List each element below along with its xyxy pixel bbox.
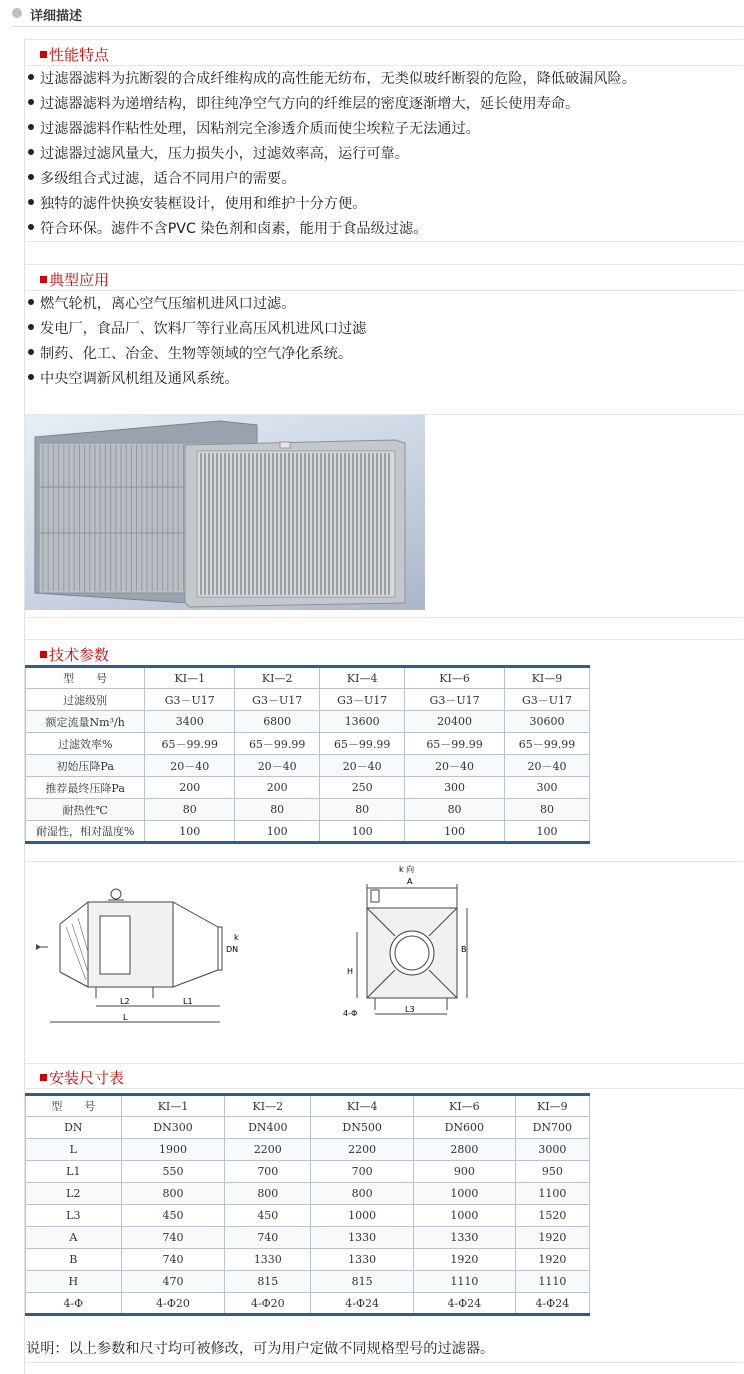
table-cell: 450 (121, 1205, 225, 1227)
table-cell: L2 (26, 1183, 122, 1205)
header-cell: KI—4 (320, 667, 405, 689)
table-row (26, 1117, 590, 1139)
table-cell: 1330 (311, 1227, 414, 1249)
table-cell: 80 (145, 799, 235, 821)
tab-divider (12, 26, 743, 27)
list-item-text: 过滤器滤料作粘性处理，因粘剂完全渗透介质而使尘埃粒子无法通过。 (40, 121, 480, 137)
table-cell: 1330 (311, 1249, 414, 1271)
table-cell: L3 (26, 1205, 122, 1227)
table-cell: 100 (504, 821, 589, 843)
list-item (26, 342, 366, 367)
tech-params-table (25, 665, 590, 844)
table-cell: 65－99.99 (504, 733, 589, 755)
table-cell: 20－40 (504, 755, 589, 777)
divider (24, 65, 743, 66)
table-cell: 740 (121, 1249, 225, 1271)
header-cell: 型 号 (26, 667, 145, 689)
list-item (26, 167, 636, 192)
table-cell: 20400 (405, 711, 505, 733)
table-cell: 20－40 (405, 755, 505, 777)
table-cell: 推荐最终压降Pa (26, 777, 145, 799)
table-cell: 800 (311, 1183, 414, 1205)
divider (24, 1362, 743, 1363)
install-dimensions-table (25, 1093, 590, 1316)
divider (24, 39, 743, 40)
table-row (26, 777, 590, 799)
table-cell: 80 (235, 799, 320, 821)
divider (24, 617, 743, 618)
table-cell: 1330 (413, 1227, 515, 1249)
a-label: A (407, 877, 413, 886)
table-cell: 740 (225, 1227, 311, 1249)
table-cell: 300 (504, 777, 589, 799)
table-cell: 耐热性℃ (26, 799, 145, 821)
header-cell: KI—9 (515, 1095, 589, 1117)
header-cell: KI—9 (504, 667, 589, 689)
bullet-icon (28, 324, 34, 330)
table-cell: 额定流量Nm³/h (26, 711, 145, 733)
list-item (26, 292, 366, 317)
table-cell: 1000 (311, 1205, 414, 1227)
features-heading: 性能特点 (40, 44, 109, 65)
table-cell: A (26, 1227, 122, 1249)
applications-list (26, 292, 366, 392)
header-cell: KI—1 (121, 1095, 225, 1117)
list-item-text: 过滤器滤料为递增结构，即往纯净空气方向的纤维层的密度逐渐增大，延长使用寿命。 (40, 96, 580, 112)
table-row (26, 799, 590, 821)
table-cell: 1920 (515, 1227, 589, 1249)
table-cell: 4-Φ20 (121, 1293, 225, 1315)
table-cell: 100 (235, 821, 320, 843)
table-row (26, 733, 590, 755)
table-cell: 65－99.99 (145, 733, 235, 755)
table-cell: 4-Φ24 (311, 1293, 414, 1315)
tab-title: 详细描述 (30, 9, 83, 24)
table-cell: H (26, 1271, 122, 1293)
bullet-icon (28, 349, 34, 355)
table-cell: 250 (320, 777, 405, 799)
tech-params-heading: 技术参数 (40, 644, 109, 665)
red-square-icon (40, 1074, 47, 1081)
red-square-icon (40, 51, 47, 58)
list-item (26, 317, 366, 342)
table-cell: 800 (225, 1183, 311, 1205)
table-cell: 初始压降Pa (26, 755, 145, 777)
table-header-row (26, 667, 590, 689)
bullet-icon (28, 124, 34, 130)
k-direction-label: k 向 (399, 865, 415, 874)
bullet-icon (28, 299, 34, 305)
table-cell: 815 (311, 1271, 414, 1293)
list-item-text: 燃气轮机，离心空气压缩机进风口过滤。 (40, 296, 296, 312)
table-cell: L1 (26, 1161, 122, 1183)
divider (24, 639, 743, 640)
list-item-text: 符合环保。滤件不含PVC 染色剂和卤素，能用于食品级过滤。 (40, 221, 428, 237)
bullet-icon (28, 224, 34, 230)
divider (24, 1063, 743, 1064)
table-cell: 1000 (413, 1183, 515, 1205)
table-cell: 1000 (413, 1205, 515, 1227)
table-cell: 1520 (515, 1205, 589, 1227)
table-cell: 3000 (515, 1139, 589, 1161)
table-cell: 1900 (121, 1139, 225, 1161)
divider (24, 290, 743, 291)
table-cell: 100 (405, 821, 505, 843)
table-cell: G3－U17 (405, 689, 505, 711)
header-cell: KI—1 (145, 667, 235, 689)
header-cell: KI—2 (225, 1095, 311, 1117)
table-cell: G3－U17 (145, 689, 235, 711)
table-cell: 1100 (515, 1183, 589, 1205)
bullet-icon (28, 374, 34, 380)
table-cell: 80 (504, 799, 589, 821)
table-row (26, 1205, 590, 1227)
list-item (26, 92, 636, 117)
divider (24, 264, 743, 265)
list-item (26, 192, 636, 217)
l3-label: L3 (405, 1005, 415, 1014)
list-item-text: 多级组合式过滤，适合不同用户的需要。 (40, 171, 296, 187)
table-cell: 2200 (311, 1139, 414, 1161)
table-cell: 900 (413, 1161, 515, 1183)
list-item (26, 217, 636, 242)
table-cell: DN400 (225, 1117, 311, 1139)
table-cell: 740 (121, 1227, 225, 1249)
table-row (26, 1139, 590, 1161)
table-cell: DN (26, 1117, 122, 1139)
divider (24, 241, 743, 242)
bullet-icon (28, 149, 34, 155)
list-item (26, 367, 366, 392)
table-cell: 30600 (504, 711, 589, 733)
red-square-icon (40, 276, 47, 283)
k-label: k (234, 933, 239, 942)
product-photo (25, 415, 425, 610)
h-label: H (347, 967, 354, 976)
list-item (26, 142, 636, 167)
table-cell: 200 (235, 777, 320, 799)
divider (24, 1088, 743, 1089)
note-text: 说明：以上参数和尺寸均可被修改，可为用户定做不同规格型号的过滤器。 (26, 1341, 495, 1357)
header-cell: KI—6 (413, 1095, 515, 1117)
applications-heading: 典型应用 (40, 269, 109, 290)
table-cell: 过滤效率% (26, 733, 145, 755)
bullet-icon (28, 174, 34, 180)
list-item-text: 制药、化工、冶金、生物等领域的空气净化系统。 (40, 346, 353, 362)
table-cell: G3－U17 (235, 689, 320, 711)
table-cell: 2200 (225, 1139, 311, 1161)
table-cell: DN500 (311, 1117, 414, 1139)
bullet-icon (28, 74, 34, 80)
header-cell: KI—6 (405, 667, 505, 689)
install-heading: 安装尺寸表 (40, 1067, 124, 1088)
table-cell: G3－U17 (504, 689, 589, 711)
table-row (26, 1161, 590, 1183)
table-cell: 1110 (515, 1271, 589, 1293)
l-label: L (123, 1013, 128, 1022)
table-cell: 耐湿性，相对温度% (26, 821, 145, 843)
dn-label: DN (226, 945, 239, 954)
table-row (26, 1227, 590, 1249)
tab-bullet-icon (12, 8, 22, 18)
table-cell: 815 (225, 1271, 311, 1293)
header-cell: KI—4 (311, 1095, 414, 1117)
front-view-diagram (335, 862, 475, 1022)
table-cell: 200 (145, 777, 235, 799)
table-cell: 300 (405, 777, 505, 799)
table-cell: 80 (320, 799, 405, 821)
table-cell: 800 (121, 1183, 225, 1205)
side-view-diagram (28, 872, 239, 1027)
filter-units-illustration (25, 415, 425, 610)
table-cell: 65－99.99 (405, 733, 505, 755)
table-cell: L (26, 1139, 122, 1161)
list-item (26, 67, 636, 92)
l2-label: L2 (120, 997, 130, 1006)
table-cell: DN300 (121, 1117, 225, 1139)
table-row (26, 1271, 590, 1293)
list-item-text: 独特的滤件快换安装框设计，使用和维护十分方便。 (40, 196, 367, 212)
list-item (26, 117, 636, 142)
table-cell: 65－99.99 (235, 733, 320, 755)
table-cell: 700 (311, 1161, 414, 1183)
table-cell: 470 (121, 1271, 225, 1293)
table-row (26, 711, 590, 733)
red-square-icon (40, 651, 47, 658)
table-cell: 100 (145, 821, 235, 843)
table-header-row (26, 1095, 590, 1117)
b-label: B (461, 945, 467, 954)
table-cell: 1110 (413, 1271, 515, 1293)
table-cell: 700 (225, 1161, 311, 1183)
header-cell: 型 号 (26, 1095, 122, 1117)
table-cell: 100 (320, 821, 405, 843)
table-cell: 20－40 (145, 755, 235, 777)
table-row (26, 821, 590, 843)
list-item-text: 中央空调新风机组及通风系统。 (40, 371, 239, 387)
header-cell: KI—2 (235, 667, 320, 689)
table-row (26, 755, 590, 777)
table-cell: 450 (225, 1205, 311, 1227)
table-cell: 6800 (235, 711, 320, 733)
table-cell: DN700 (515, 1117, 589, 1139)
table-cell: 13600 (320, 711, 405, 733)
table-cell: 80 (405, 799, 505, 821)
table-cell: 4-Φ (26, 1293, 122, 1315)
bullet-icon (28, 199, 34, 205)
table-cell: 过滤级别 (26, 689, 145, 711)
table-cell: 20－40 (235, 755, 320, 777)
list-item-text: 发电厂，食品厂、饮料厂等行业高压风机进风口过滤 (40, 321, 367, 337)
table-cell: DN600 (413, 1117, 515, 1139)
list-item-text: 过滤器滤料为抗断裂的合成纤维构成的高性能无纺布，无类似玻纤断裂的危险，降低破漏风险。 (40, 71, 636, 87)
list-item-text: 过滤器过滤风量大，压力损失小，过滤效率高，运行可靠。 (40, 146, 409, 162)
table-row (26, 1249, 590, 1271)
table-cell: 1920 (515, 1249, 589, 1271)
table-cell: G3－U17 (320, 689, 405, 711)
table-cell: 950 (515, 1161, 589, 1183)
table-cell: 4-Φ20 (225, 1293, 311, 1315)
holes-label: 4-Φ (343, 1009, 358, 1018)
table-cell: 20－40 (320, 755, 405, 777)
table-row (26, 1183, 590, 1205)
table-cell: 1920 (413, 1249, 515, 1271)
table-cell: B (26, 1249, 122, 1271)
table-cell: 4-Φ24 (515, 1293, 589, 1315)
table-cell: 1330 (225, 1249, 311, 1271)
table-cell: 3400 (145, 711, 235, 733)
table-cell: 4-Φ24 (413, 1293, 515, 1315)
table-cell: 2800 (413, 1139, 515, 1161)
table-cell: 65－99.99 (320, 733, 405, 755)
detail-tab[interactable] (0, 0, 743, 26)
table-cell: 550 (121, 1161, 225, 1183)
table-row (26, 1293, 590, 1315)
table-row (26, 689, 590, 711)
l1-label: L1 (183, 997, 193, 1006)
bullet-icon (28, 99, 34, 105)
features-list (26, 67, 636, 242)
